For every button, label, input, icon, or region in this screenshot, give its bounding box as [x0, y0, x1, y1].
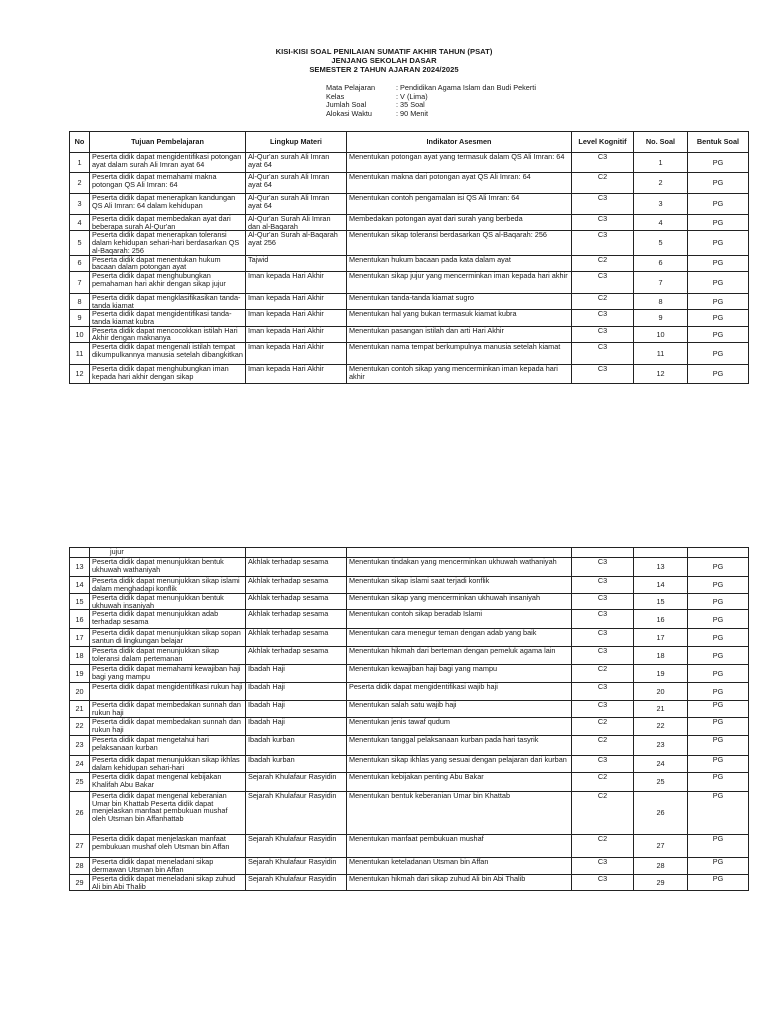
assessment-indicator-cell: Menentukan jenis tawaf qudum: [347, 717, 572, 735]
learning-objective-cell: Peserta didik dapat menentukan hukum bacaan dalam potongan ayat: [90, 255, 246, 271]
table-row: [70, 594, 749, 610]
question-number-cell: 23: [634, 735, 688, 755]
material-scope-cell: Iman kepada Hari Akhir: [246, 365, 347, 384]
table-row: [70, 665, 749, 683]
table-row: [70, 558, 749, 577]
assessment-indicator-cell: Menentukan contoh sikap yang mencerminkan iman kepada hari akhir: [347, 365, 572, 384]
row-number: 12: [70, 365, 90, 384]
question-number-cell: 9: [634, 310, 688, 326]
question-type-cell: PG: [688, 594, 749, 610]
question-number-cell: 8: [634, 293, 688, 309]
row-number: 8: [70, 293, 90, 309]
col-header-question-number: No. Soal: [634, 132, 688, 153]
question-number-cell: 26: [634, 791, 688, 834]
info-row-question-count: Jumlah Soal : 35 Soal: [326, 100, 425, 110]
table-row: [70, 231, 749, 255]
assessment-indicator-cell: Menentukan tindakan yang mencerminkan ukhuwah wathaniyah: [347, 558, 572, 577]
row-number: 22: [70, 717, 90, 735]
material-scope-cell: Al-Qur'an Surah al-Baqarah ayat 256: [246, 231, 347, 255]
cognitive-level-cell: C2: [572, 255, 634, 271]
row-number: 25: [70, 772, 90, 791]
learning-objective-cell: Peserta didik dapat mengidentifikasi potongan ayat dalam surah Ali Imran ayat 64: [90, 153, 246, 173]
question-type-cell: PG: [688, 683, 749, 701]
learning-objective-cell: Peserta didik dapat meneladani sikap dermawan Utsman bin Affan: [90, 857, 246, 874]
learning-objective-cell: Peserta didik dapat mengenal kebijakan Khalifah Abu Bakar: [90, 772, 246, 791]
row-number: 21: [70, 701, 90, 717]
question-number-cell: 16: [634, 610, 688, 629]
question-type-cell: PG: [688, 343, 749, 365]
material-scope-cell: Sejarah Khulafaur Rasyidin: [246, 857, 347, 874]
question-number-cell: 18: [634, 647, 688, 665]
question-type-cell: PG: [688, 791, 749, 834]
cognitive-level-cell: C3: [572, 558, 634, 577]
question-type-cell: PG: [688, 173, 749, 194]
row-number: 24: [70, 755, 90, 772]
cognitive-level-cell: C3: [572, 577, 634, 594]
question-number-cell: 27: [634, 834, 688, 857]
table-row: [70, 365, 749, 384]
material-scope-cell: Iman kepada Hari Akhir: [246, 271, 347, 293]
table-row: [70, 194, 749, 215]
row-number: 2: [70, 173, 90, 194]
question-number-cell: 7: [634, 271, 688, 293]
col-header-no: No: [70, 132, 90, 153]
table-row: [70, 701, 749, 717]
question-number-cell: 2: [634, 173, 688, 194]
document-title: KISI-KISI SOAL PENILAIAN SUMATIF AKHIR TAHUN (PSAT): [275, 47, 493, 56]
material-scope-cell: Sejarah Khulafaur Rasyidin: [246, 772, 347, 791]
question-number-cell: 13: [634, 558, 688, 577]
material-scope-cell: Sejarah Khulafaur Rasyidin: [246, 834, 347, 857]
learning-objective-cell: Peserta didik dapat mengidentifikasi tanda-tanda kiamat kubra: [90, 310, 246, 326]
assessment-indicator-cell: Menentukan keteladanan Utsman bin Affan: [347, 857, 572, 874]
assessment-indicator-cell: Menentukan nama tempat berkumpulnya manusia setelah kiamat: [347, 343, 572, 365]
assessment-indicator-cell: Menentukan hikmah dari berteman dengan pemeluk agama lain: [347, 647, 572, 665]
material-scope-cell: Ibadah kurban: [246, 735, 347, 755]
assessment-indicator-cell: Menentukan tanda-tanda kiamat sugro: [347, 293, 572, 309]
cognitive-level-cell: C3: [572, 647, 634, 665]
table-row: [70, 629, 749, 647]
row-number: 19: [70, 665, 90, 683]
learning-objective-cell: Peserta didik dapat menunjukkan bentuk ukhuwah insaniyah: [90, 594, 246, 610]
table-row: [70, 874, 749, 890]
question-type-cell: PG: [688, 310, 749, 326]
table-body-page-2: [70, 548, 749, 891]
row-number: 9: [70, 310, 90, 326]
material-scope-cell: Akhlak terhadap sesama: [246, 558, 347, 577]
assessment-indicator-cell: Menentukan hal yang bukan termasuk kiamat kubra: [347, 310, 572, 326]
table-row: [70, 310, 749, 326]
cognitive-level-cell: C3: [572, 701, 634, 717]
question-number-cell: 21: [634, 701, 688, 717]
question-type-cell: PG: [688, 647, 749, 665]
table-row: [70, 755, 749, 772]
material-scope-cell: Ibadah Haji: [246, 683, 347, 701]
info-row-class: Kelas : V (Lima): [326, 91, 428, 101]
cognitive-level-cell: C3: [572, 194, 634, 215]
question-type-cell: PG: [688, 255, 749, 271]
cognitive-level-cell: C3: [572, 629, 634, 647]
table-body-page-1: [70, 153, 749, 384]
learning-objective-cell: Peserta didik dapat menghubungkan iman kepada hari akhir dengan sikap: [90, 365, 246, 384]
learning-objective-cell: Peserta didik dapat membedakan ayat dari beberapa surah Al-Qur'an: [90, 215, 246, 231]
question-number-cell: 12: [634, 365, 688, 384]
table-row: [70, 610, 749, 629]
assessment-indicator-cell: Menentukan tanggal pelaksanaan kurban pada hari tasyrik: [347, 735, 572, 755]
material-scope-cell: Sejarah Khulafaur Rasyidin: [246, 791, 347, 834]
cognitive-level-cell: C2: [572, 735, 634, 755]
assessment-indicator-cell: Menentukan bentuk keberanian Umar bin Khattab: [347, 791, 572, 834]
assessment-indicator-cell: Menentukan manfaat pembukuan mushaf: [347, 834, 572, 857]
cognitive-level-cell: C2: [572, 665, 634, 683]
subject-info: [326, 84, 536, 118]
question-type-cell: PG: [688, 153, 749, 173]
learning-objective-cell: Peserta didik dapat menerapkan toleransi dalam kehidupan sehari-hari berdasarkan QS al-Baqarah: 256: [90, 231, 246, 255]
question-type-cell: PG: [688, 834, 749, 857]
cognitive-level-cell: C2: [572, 173, 634, 194]
assessment-indicator-cell: Menentukan kebijakan penting Abu Bakar: [347, 772, 572, 791]
material-scope-cell: Al-Qur'an Surah Ali Imran dan al-Baqarah: [246, 215, 347, 231]
table-row: [70, 647, 749, 665]
assessment-indicator-cell: Menentukan salah satu wajib haji: [347, 701, 572, 717]
learning-objective-cell: Peserta didik dapat mencocokkan istilah Hari Akhir dengan maknanya: [90, 326, 246, 342]
info-row-time: Alokasi Waktu : 90 Menit: [326, 108, 429, 118]
question-number-cell: 20: [634, 683, 688, 701]
material-scope-cell: Al-Qur'an surah Ali Imran ayat 64: [246, 194, 347, 215]
question-type-cell: PG: [688, 629, 749, 647]
row-number: 26: [70, 791, 90, 834]
col-header-cognitive-level: Level Kognitif: [572, 132, 634, 153]
learning-objective-cell: Peserta didik dapat menunjukkan sikap sopan santun di lingkungan belajar: [90, 629, 246, 647]
row-number: 11: [70, 343, 90, 365]
table-row: [70, 834, 749, 857]
learning-objective-cell: Peserta didik dapat menunjukkan sikap toleransi dalam pertemanan: [90, 647, 246, 665]
cognitive-level-cell: C3: [572, 755, 634, 772]
learning-objective-cell: Peserta didik dapat menghubungkan pemahaman hari akhir dengan sikap jujur: [90, 271, 246, 293]
question-type-cell: PG: [688, 215, 749, 231]
assessment-indicator-cell: Menentukan sikap islami saat terjadi konflik: [347, 577, 572, 594]
assessment-indicator-cell: Menentukan sikap jujur yang mencerminkan iman kepada hari akhir: [347, 271, 572, 293]
row-number: 4: [70, 215, 90, 231]
question-number-cell: 28: [634, 857, 688, 874]
question-type-cell: PG: [688, 772, 749, 791]
question-type-cell: PG: [688, 231, 749, 255]
question-number-cell: 22: [634, 717, 688, 735]
learning-objective-cell: Peserta didik dapat meneladani sikap zuhud Ali bin Abi Thalib: [90, 874, 246, 890]
col-header-question-type: Bentuk Soal: [688, 132, 749, 153]
table-row: [70, 791, 749, 834]
table-row: [70, 577, 749, 594]
learning-objective-cell: Peserta didik dapat memahami kewajiban haji bagi yang mampu: [90, 665, 246, 683]
material-scope-cell: Akhlak terhadap sesama: [246, 647, 347, 665]
row-number: 18: [70, 647, 90, 665]
question-type-cell: PG: [688, 755, 749, 772]
material-scope-cell: Tajwid: [246, 255, 347, 271]
assessment-indicator-cell: Menentukan cara menegur teman dengan adab yang baik: [347, 629, 572, 647]
question-type-cell: PG: [688, 701, 749, 717]
question-type-cell: PG: [688, 735, 749, 755]
row-number: 17: [70, 629, 90, 647]
question-number-cell: 14: [634, 577, 688, 594]
question-type-cell: PG: [688, 857, 749, 874]
learning-objective-cell: Peserta didik dapat membedakan sunnah dan rukun haji: [90, 717, 246, 735]
cognitive-level-cell: C3: [572, 326, 634, 342]
question-number-cell: 15: [634, 594, 688, 610]
grid-table-page-2: [69, 547, 749, 891]
assessment-indicator-cell: Menentukan sikap toleransi berdasarkan QS al-Baqarah: 256: [347, 231, 572, 255]
row-number: 10: [70, 326, 90, 342]
question-type-cell: PG: [688, 665, 749, 683]
cognitive-level-cell: C3: [572, 610, 634, 629]
material-scope-cell: Iman kepada Hari Akhir: [246, 326, 347, 342]
table-row: [70, 683, 749, 701]
question-type-cell: PG: [688, 271, 749, 293]
cognitive-level-cell: C2: [572, 717, 634, 735]
table-row: [70, 343, 749, 365]
cognitive-level-cell: C3: [572, 343, 634, 365]
material-scope-cell: Akhlak terhadap sesama: [246, 577, 347, 594]
material-scope-cell: Ibadah Haji: [246, 665, 347, 683]
row-number: 6: [70, 255, 90, 271]
table-row: [70, 717, 749, 735]
document-subtitle-semester: SEMESTER 2 TAHUN AJARAN 2024/2025: [309, 65, 459, 74]
assessment-indicator-cell: Menentukan sikap ikhlas yang sesuai dengan pelajaran dari kurban: [347, 755, 572, 772]
cognitive-level-cell: C3: [572, 683, 634, 701]
question-type-cell: PG: [688, 874, 749, 890]
material-scope-cell: Iman kepada Hari Akhir: [246, 310, 347, 326]
assessment-indicator-cell: Menentukan hikmah dari sikap zuhud Ali bin Abi Thalib: [347, 874, 572, 890]
cognitive-level-cell: C3: [572, 857, 634, 874]
question-number-cell: 6: [634, 255, 688, 271]
table-row: [70, 271, 749, 293]
cognitive-level-cell: C3: [572, 874, 634, 890]
question-number-cell: 1: [634, 153, 688, 173]
material-scope-cell: Ibadah Haji: [246, 701, 347, 717]
question-number-cell: 5: [634, 231, 688, 255]
cognitive-level-cell: C3: [572, 231, 634, 255]
cognitive-level-cell: C2: [572, 791, 634, 834]
learning-objective-cell: Peserta didik dapat menjelaskan manfaat pembukuan mushaf oleh Utsman bin Affan: [90, 834, 246, 857]
col-header-assessment-indicator: Indikator Asesmen: [347, 132, 572, 153]
table-row: [70, 293, 749, 309]
question-type-cell: PG: [688, 558, 749, 577]
material-scope-cell: Al-Qur'an surah Ali Imran ayat 64: [246, 173, 347, 194]
assessment-indicator-cell: Menentukan kewajiban haji bagi yang mampu: [347, 665, 572, 683]
table-row: [70, 255, 749, 271]
assessment-indicator-cell: Menentukan hukum bacaan pada kata dalam ayat: [347, 255, 572, 271]
assessment-indicator-cell: Peserta didik dapat mengidentifikasi wajib haji: [347, 683, 572, 701]
material-scope-cell: Akhlak terhadap sesama: [246, 610, 347, 629]
question-number-cell: 25: [634, 772, 688, 791]
row-number: 27: [70, 834, 90, 857]
row-number: 13: [70, 558, 90, 577]
assessment-indicator-cell: Menentukan contoh sikap beradab Islami: [347, 610, 572, 629]
question-type-cell: PG: [688, 194, 749, 215]
cognitive-level-cell: C2: [572, 293, 634, 309]
table-row: [70, 326, 749, 342]
question-number-cell: 24: [634, 755, 688, 772]
cognitive-level-cell: C3: [572, 365, 634, 384]
question-number-cell: 17: [634, 629, 688, 647]
cognitive-level-cell: C3: [572, 310, 634, 326]
learning-objective-cell: Peserta didik dapat menunjukkan adab terhadap sesama: [90, 610, 246, 629]
question-type-cell: PG: [688, 326, 749, 342]
continuation-text: jujur: [90, 548, 246, 558]
question-type-cell: PG: [688, 610, 749, 629]
document-subtitle-level: JENJANG SEKOLAH DASAR: [331, 56, 437, 65]
row-number: 5: [70, 231, 90, 255]
learning-objective-cell: Peserta didik dapat memahami makna potongan QS Ali Imran: 64: [90, 173, 246, 194]
learning-objective-cell: Peserta didik dapat menunjukkan bentuk ukhuwah wathaniyah: [90, 558, 246, 577]
table-row: [70, 735, 749, 755]
table-row: [70, 153, 749, 173]
row-number: 7: [70, 271, 90, 293]
learning-objective-cell: Peserta didik dapat mengidentifikasi rukun haji: [90, 683, 246, 701]
question-number-cell: 4: [634, 215, 688, 231]
learning-objective-cell: Peserta didik dapat menerapkan kandungan QS Ali Imran: 64 dalam kehidupan: [90, 194, 246, 215]
table-row: [70, 215, 749, 231]
table-row: [70, 173, 749, 194]
material-scope-cell: Iman kepada Hari Akhir: [246, 343, 347, 365]
row-number: 1: [70, 153, 90, 173]
material-scope-cell: Akhlak terhadap sesama: [246, 594, 347, 610]
question-type-cell: PG: [688, 577, 749, 594]
assessment-indicator-cell: Membedakan potongan ayat dari surah yang berbeda: [347, 215, 572, 231]
question-number-cell: 10: [634, 326, 688, 342]
assessment-indicator-cell: Menentukan contoh pengamalan isi QS Ali Imran: 64: [347, 194, 572, 215]
cognitive-level-cell: C3: [572, 153, 634, 173]
learning-objective-cell: Peserta didik dapat membedakan sunnah dan rukun haji: [90, 701, 246, 717]
row-number: 16: [70, 610, 90, 629]
material-scope-cell: Iman kepada Hari Akhir: [246, 293, 347, 309]
continuation-row: [70, 548, 749, 558]
question-type-cell: PG: [688, 717, 749, 735]
assessment-indicator-cell: Menentukan makna dari potongan ayat QS Ali Imran: 64: [347, 173, 572, 194]
assessment-indicator-cell: Menentukan pasangan istilah dan arti Hari Akhir: [347, 326, 572, 342]
assessment-indicator-cell: Menentukan sikap yang mencerminkan ukhuwah insaniyah: [347, 594, 572, 610]
cognitive-level-cell: C3: [572, 594, 634, 610]
material-scope-cell: Ibadah kurban: [246, 755, 347, 772]
question-number-cell: 11: [634, 343, 688, 365]
row-number: 15: [70, 594, 90, 610]
col-header-learning-objective: Tujuan Pembelajaran: [90, 132, 246, 153]
learning-objective-cell: Peserta didik dapat mengenal keberanian Umar bin Khattab Peserta didik dapat menjelaskan manfaat pembukuan mushaf oleh Utsman bin Affanhattab: [90, 791, 246, 834]
material-scope-cell: Sejarah Khulafaur Rasyidin: [246, 874, 347, 890]
material-scope-cell: Akhlak terhadap sesama: [246, 629, 347, 647]
material-scope-cell: Al-Qur'an surah Ali Imran ayat 64: [246, 153, 347, 173]
learning-objective-cell: Peserta didik dapat menunjukkan sikap ikhlas dalam kehidupan sehari-hari: [90, 755, 246, 772]
cognitive-level-cell: C2: [572, 772, 634, 791]
cognitive-level-cell: C3: [572, 271, 634, 293]
question-number-cell: 3: [634, 194, 688, 215]
table-header-row: [70, 132, 749, 153]
col-header-material-scope: Lingkup Materi: [246, 132, 347, 153]
learning-objective-cell: Peserta didik dapat mengetahui hari pelaksanaan kurban: [90, 735, 246, 755]
info-row-subject: Mata Pelajaran : Pendidikan Agama Islam dan Budi Pekerti: [326, 83, 536, 92]
row-number: 23: [70, 735, 90, 755]
row-number: 14: [70, 577, 90, 594]
learning-objective-cell: Peserta didik dapat mengenali istilah tempat dikumpulkannya manusia setelah dibangkitkan: [90, 343, 246, 365]
table-row: [70, 857, 749, 874]
learning-objective-cell: Peserta didik dapat mengklasifikasikan tanda-tanda kiamat: [90, 293, 246, 309]
row-number: 20: [70, 683, 90, 701]
cognitive-level-cell: C2: [572, 834, 634, 857]
question-number-cell: 29: [634, 874, 688, 890]
table-row: [70, 772, 749, 791]
row-number: 29: [70, 874, 90, 890]
assessment-indicator-cell: Menentukan potongan ayat yang termasuk dalam QS Ali Imran: 64: [347, 153, 572, 173]
learning-objective-cell: Peserta didik dapat menunjukkan sikap islami dalam menghadapi konflik: [90, 577, 246, 594]
row-number: 3: [70, 194, 90, 215]
question-number-cell: 19: [634, 665, 688, 683]
row-number: 28: [70, 857, 90, 874]
question-type-cell: PG: [688, 293, 749, 309]
question-type-cell: PG: [688, 365, 749, 384]
material-scope-cell: Ibadah Haji: [246, 717, 347, 735]
grid-table-page-1: [69, 131, 749, 384]
cognitive-level-cell: C3: [572, 215, 634, 231]
